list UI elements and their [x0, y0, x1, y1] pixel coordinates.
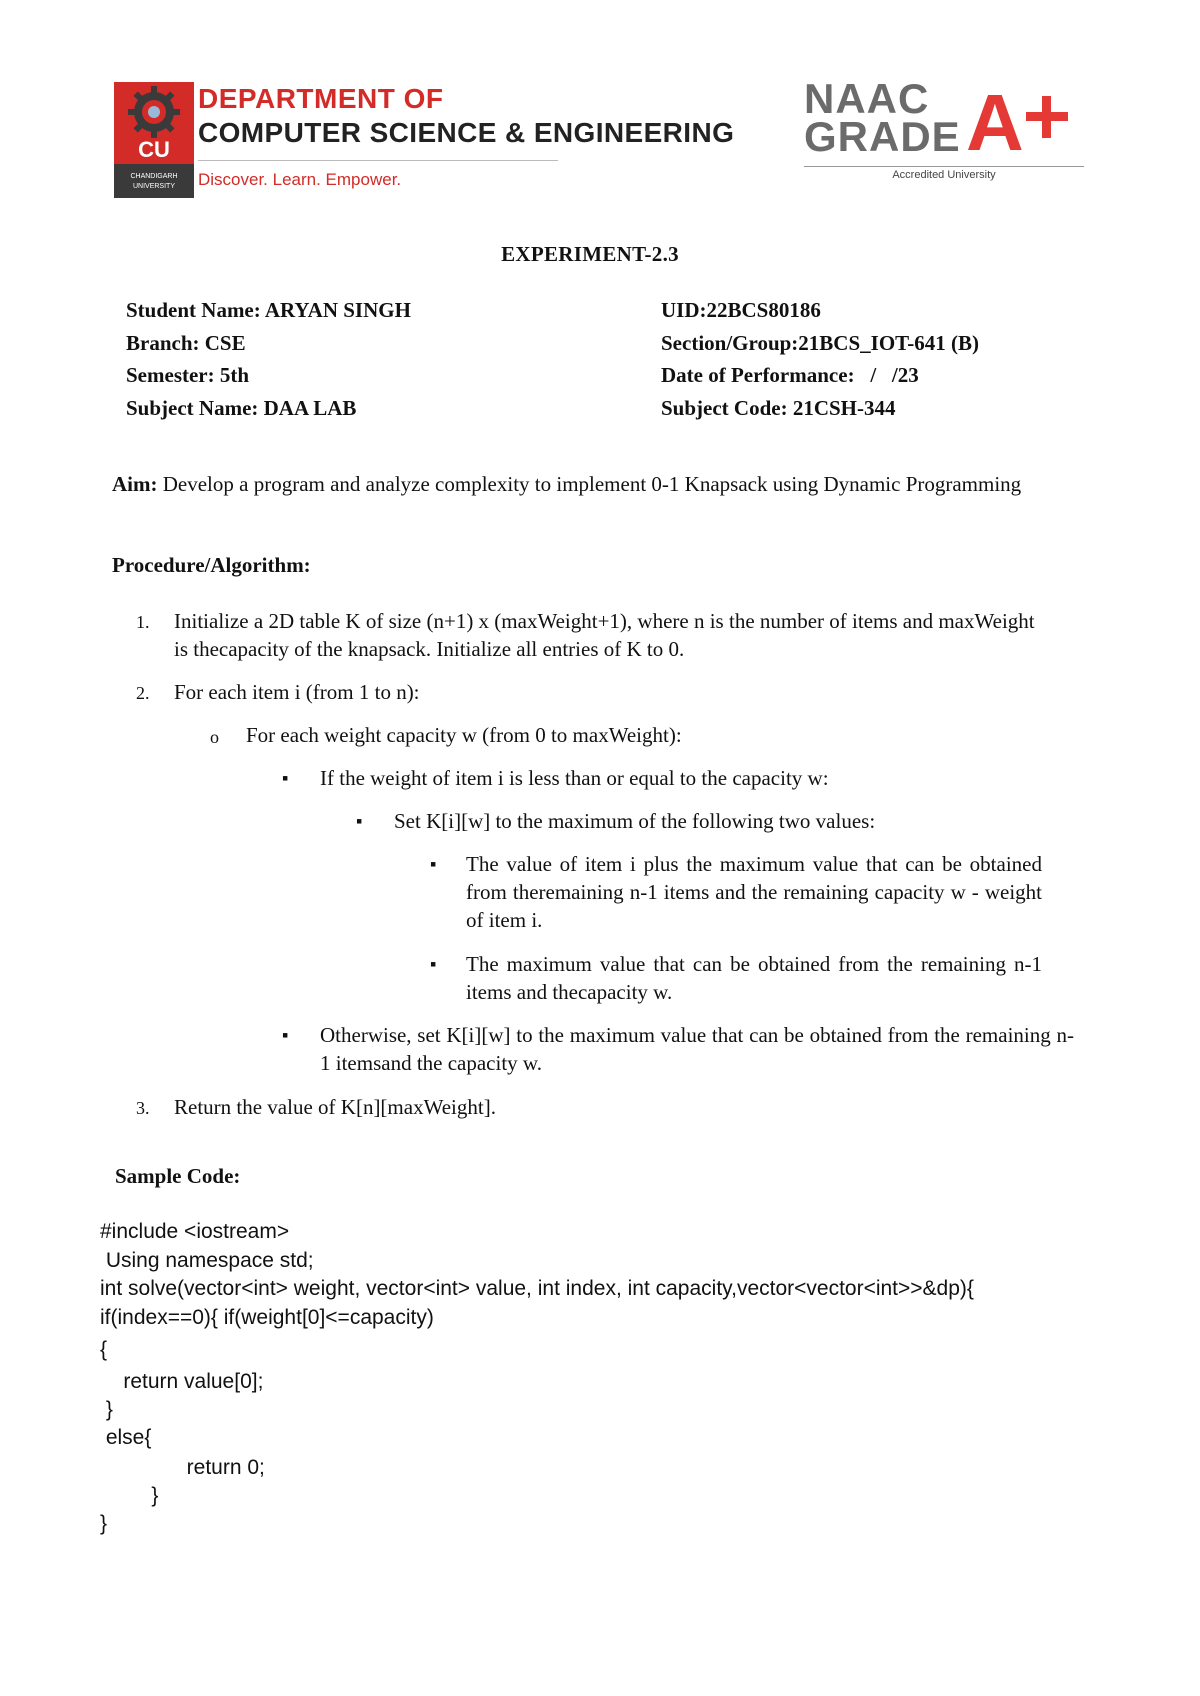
- code-line: }: [128, 1484, 159, 1507]
- subject-code: Subject Code: 21CSH-344: [661, 395, 896, 420]
- student-info-right: [661, 294, 979, 424]
- uid: UID:22BCS80186: [661, 298, 821, 322]
- sample-code-heading: Sample Code:: [115, 1164, 241, 1188]
- aim-paragraph: [112, 470, 1032, 498]
- code-line: else{: [100, 1426, 152, 1449]
- list-item: [356, 807, 1046, 835]
- naac-line-2: GRADE: [804, 113, 961, 160]
- list-item: [282, 764, 1042, 792]
- list-marker: 2.: [136, 683, 150, 703]
- student-name: Student Name: ARYAN SINGH: [126, 298, 411, 322]
- svg-text:A: A: [966, 84, 1024, 164]
- department-line-2: COMPUTER SCIENCE & ENGINEERING: [198, 117, 735, 148]
- list-marker: ▪: [430, 854, 437, 874]
- list-item-text: Return the value of K[n][maxWeight].: [174, 1095, 496, 1119]
- list-item: [282, 1021, 1074, 1077]
- code-line: Using namespace std;: [100, 1249, 314, 1272]
- list-item-text: The maximum value that can be obtained from the remaining n-1 items and thecapacity w.: [466, 952, 1042, 1004]
- list-item: [136, 607, 1036, 663]
- list-marker: 3.: [136, 1098, 150, 1118]
- list-item: [430, 850, 1042, 934]
- code-line: }: [100, 1512, 108, 1535]
- logo-text: CU: [138, 137, 170, 162]
- list-item-text: For each weight capacity w (from 0 to maxWeight):: [246, 723, 682, 747]
- university-logo: [114, 82, 194, 198]
- code-line: return 0;: [140, 1456, 265, 1479]
- code-line: }: [100, 1398, 113, 1421]
- svg-text:CHANDIGARH: CHANDIGARH: [130, 173, 178, 180]
- department-title: [198, 82, 734, 150]
- subject-name: Subject Name: DAA LAB: [126, 395, 357, 420]
- code-line: {: [100, 1338, 108, 1361]
- list-item: [136, 1093, 1036, 1121]
- list-item: [210, 721, 1030, 749]
- grade-a-plus-icon: [964, 84, 1074, 164]
- list-marker: ▪: [282, 768, 289, 788]
- aim-label: Aim:: [112, 472, 158, 496]
- list-item-text: Set K[i][w] to the maximum of the following two values:: [394, 809, 876, 833]
- code-line: return value[0];: [100, 1370, 264, 1393]
- list-item: [430, 950, 1042, 1006]
- section-group: Section/Group:21BCS_IOT-641 (B): [661, 330, 979, 355]
- list-marker: 1.: [136, 612, 150, 632]
- svg-text:UNIVERSITY: UNIVERSITY: [132, 183, 176, 190]
- semester: Semester: 5th: [126, 363, 250, 387]
- tagline: Discover. Learn. Empower.: [198, 170, 402, 189]
- list-item-text: Initialize a 2D table K of size (n+1) x (maxWeight+1), where n is the number of items and maxWeight is thecapacity of the knapsack. Initialize all entries of K to 0.: [174, 609, 1035, 661]
- date-of-performance: Date of Performance: / /23: [661, 363, 919, 387]
- header-divider: [198, 160, 558, 161]
- student-info-left: [126, 294, 411, 424]
- naac-badge: [804, 75, 1094, 190]
- letterhead: [114, 72, 1094, 202]
- list-marker: ▪: [356, 811, 363, 831]
- list-item-text: If the weight of item i is less than or equal to the capacity w:: [320, 766, 829, 790]
- list-marker: o: [210, 727, 219, 747]
- code-line: if(index==0){ if(weight[0]<=capacity): [100, 1306, 434, 1329]
- naac-label: [804, 75, 961, 160]
- experiment-title: EXPERIMENT-2.3: [501, 242, 679, 266]
- list-marker: ▪: [282, 1025, 289, 1045]
- gear-emblem-icon: [128, 86, 180, 138]
- list-item-text: The value of item i plus the maximum value that can be obtained from theremaining n-1 items and the remaining capacity w - weight of item i.: [466, 852, 1042, 932]
- list-marker: ▪: [430, 954, 437, 974]
- department-line-1: DEPARTMENT OF: [198, 83, 444, 114]
- accredited-label: Accredited University: [804, 166, 1084, 181]
- aim-text: Develop a program and analyze complexity to implement 0-1 Knapsack using Dynamic Programming: [162, 472, 1022, 496]
- list-item: [136, 678, 1036, 706]
- list-item-text: Otherwise, set K[i][w] to the maximum value that can be obtained from the remaining n-1 itemsand the capacity w.: [320, 1023, 1074, 1075]
- list-item-text: For each item i (from 1 to n):: [174, 680, 420, 704]
- naac-line-1: NAAC: [804, 75, 930, 122]
- branch: Branch: CSE: [126, 330, 246, 355]
- code-line: int solve(vector<int> weight, vector<int> value, int index, int capacity,vector<vector<int>>&dp){: [100, 1277, 974, 1300]
- code-line: #include <iostream>: [100, 1220, 290, 1243]
- procedure-heading: Procedure/Algorithm:: [112, 553, 311, 577]
